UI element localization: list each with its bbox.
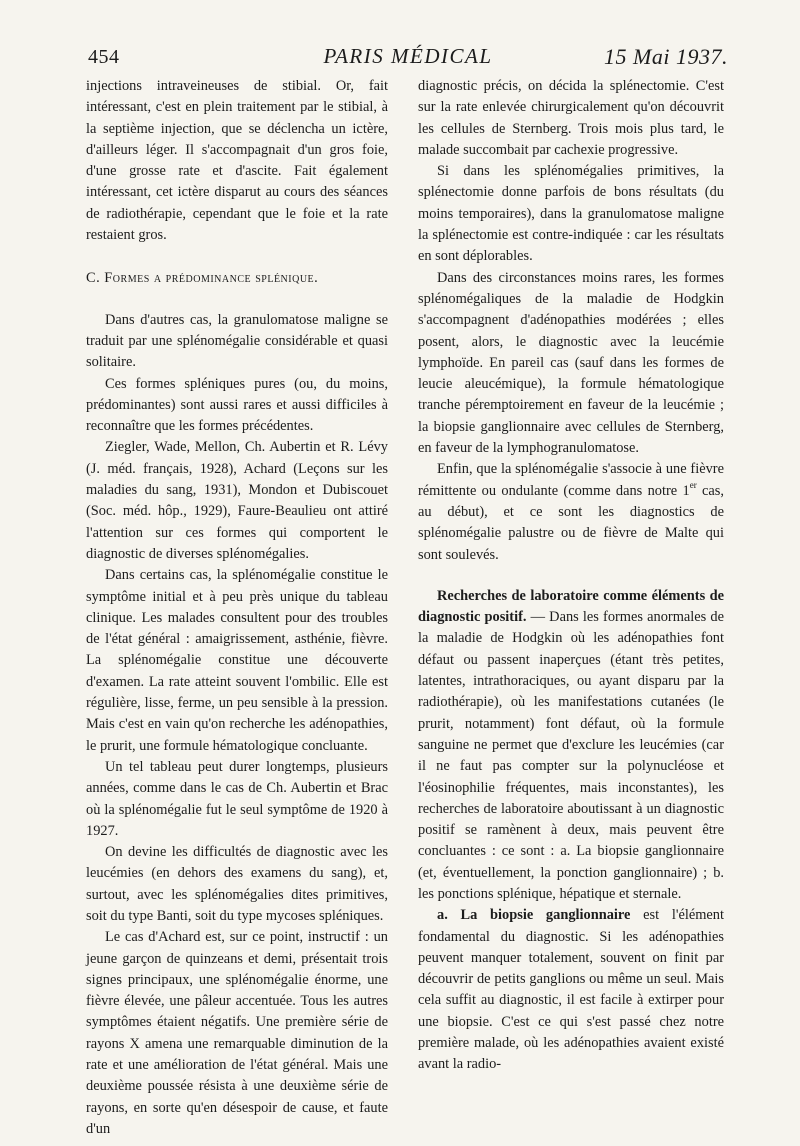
page-header [88, 40, 728, 72]
bold-heading: a. La biopsie ganglionnaire [437, 907, 631, 924]
paragraph [418, 459, 724, 565]
left-column [86, 76, 388, 1140]
paragraph: Si dans les splénomégalies primitives, la splénectomie donne parfois de bons résultats (du moins temporaires), dans la granulomatose maligne la splénectomie est contre-indiquée : car les résultats en sont déplorables. [418, 163, 724, 265]
paragraph: Dans certains cas, la splénomégalie constitue le symptôme initial et à peu près unique du tableau clinique. Les malades consultent pour des troubles de l'état général : amaigrissement, asthénie, fièvre. La splénomégalie constitue une découverte d'examen. La rate atteint souvent l'ombilic. Elle est régulière, lisse, ferme, un peu sensible à la pression. Mais c'est en vain qu'on recherche les adénopathies, le prurit, une formule hématologique concluante. [86, 567, 388, 754]
paragraph: diagnostic précis, on décida la splénectomie. C'est sur la rate enlevée chirurgicalement qu'on découvrit les cellules de Sternberg. Trois mois plus tard, le malade succombait par cachexie progressive. [418, 78, 724, 158]
paragraph: On devine les difficultés de diagnostic avec les leucémies (en dehors des examens du sang), et, surtout, avec les splénomégalies dites primitives, soit du type Banti, soit du type mycoses spléniques. [86, 844, 388, 924]
paragraph: Dans d'autres cas, la granulomatose maligne se traduit par une splénomégalie considérable et quasi solitaire. [86, 311, 388, 371]
spacer [418, 566, 724, 586]
journal-title: PARIS MÉDICAL [323, 44, 493, 68]
paragraph: injections intraveineuses de stibial. Or, fait intéressant, c'est en plein traitement par le stibial, à la septième injection, que se déclencha un ictère, d'ailleurs léger. Il s'accompagnait d'un gros foie, d'une grosse rate et d'ascite. Fait également intéressant, cet ictère disparut au cours des séances de radiothérapie, cependant que le foie et la rate restaient gros. [86, 78, 388, 244]
text-span: — Dans les formes anormales de la maladie de Hodgkin où les adénopathies font défaut ou passent inaperçues (étant très petites, latentes, intrathoraciques, ou ayant disparu par la radiothérapie), où les manifestations cutanées (le prurit, notamment) font défaut, où la formule sanguine ne permet que d'exclure les leucémies (car il ne faut pas compter sur la polynucléose et l'éosinophilie fréquentes, mais inconstantes), les recherches de laboratoire aboutissant à un diagnostic positif se ramènent à deux, mais peuvent être concluantes : ce sont : a. La biopsie ganglionnaire (et, éventuellement, la ponction ganglionnaire) ; b. les ponctions splénique, hépatique et sternale. [418, 609, 724, 902]
text-span: cas, au début), et ce sont les diagnostics de splénomégalie palustre ou de fièvre de Malte qui sont soulevés. [418, 482, 724, 563]
page-number: 454 [88, 46, 120, 68]
paragraph [418, 586, 724, 905]
paragraph: Ziegler, Wade, Mellon, Ch. Aubertin et R. Lévy (J. méd. français, 1928), Achard (Leçons sur les maladies du sang, 1931), Mondon et Dubiscouet (Soc. méd. hôp., 1929), Faure-Beaulieu ont attiré l'attention sur ces formes qui comportent le diagnostic de diverses splénomégalies. [86, 439, 388, 562]
text-span: Enfin, que la splénomégalie s'associe à une fièvre rémittente ou ondulante (comme dans notre 1 [418, 461, 724, 499]
issue-date: 15 Mai 1937. [604, 44, 728, 69]
paragraph: Un tel tableau peut durer longtemps, plusieurs années, comme dans le cas de Ch. Aubertin et Brac où la splénomégalie fut le seul symptôme de 1920 à 1927. [86, 758, 388, 839]
paragraph: Dans des circonstances moins rares, les formes splénomégaliques de la maladie de Hodgkin s'accompagnent d'adénopathies modérées ; elles posent, alors, le diagnostic avec la leucémie lymphoïde. En pareil cas (sauf dans les formes de leucie aleucémique), la formule hématologique tranche péremptoirement en faveur de la leucémie ; la biopsie ganglionnaire avec cellules de Sternberg, en faveur de la lymphogranulomatose. [418, 269, 724, 457]
paragraph [418, 905, 724, 1075]
superscript: er [689, 479, 697, 490]
right-column [418, 76, 724, 1076]
paragraph: Le cas d'Achard est, sur ce point, instructif : un jeune garçon de quinzeans et demi, présentait trois signes principaux, une splénomégalie énorme, une fièvre élevée, une pâleur accentuée. Tous les autres symptômes étaient négatifs. Une première série de rayons X amena une remarquable diminution de la rate et une amélioration de l'état général. Mais une deuxième poussée résista à une deuxième série de rayons, en sorte qu'en désespoir de cause, et faute d'un [86, 929, 388, 1137]
bold-heading: Recherches de laboratoire comme éléments de diagnostic positif. [418, 587, 724, 626]
section-heading: C. Formes a prédominance splénique. [86, 270, 319, 287]
text-span: est l'élément fondamental du diagnostic. Si les adénopathies peuvent manquer totalement, souvent on finit par découvrir de petits ganglions ou même un seul. Mais cela suffit au diagnostic, il est facile à extirper pour une biopsie. C'est ce qui s'est passé chez notre première malade, où les adénopathies avaient existé avant la radio- [418, 907, 725, 1073]
paragraph: Ces formes spléniques pures (ou, du moins, prédominantes) sont aussi rares et aussi difficiles à reconnaître que les formes précédentes. [86, 375, 388, 435]
